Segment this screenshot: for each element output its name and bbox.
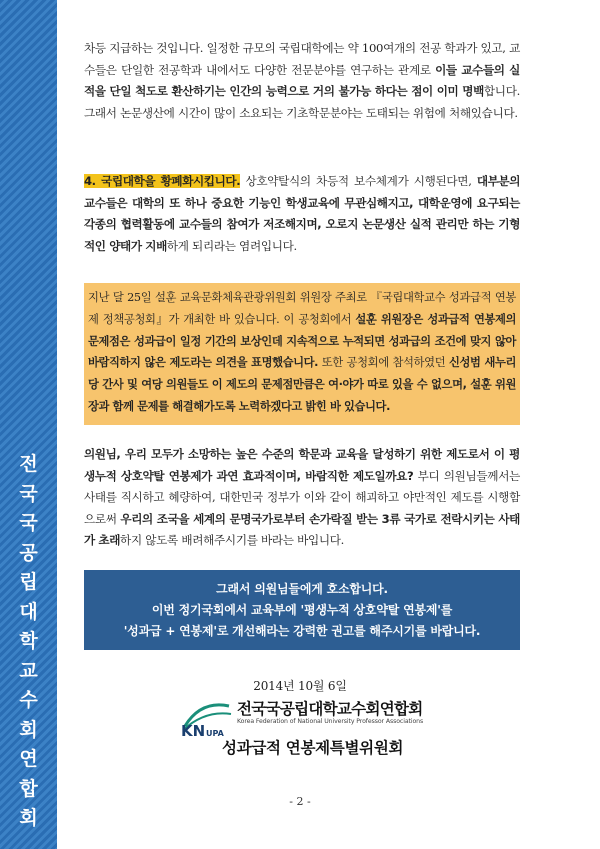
- sidebar-character: 회: [19, 718, 38, 741]
- knupa-logo-icon: [179, 696, 233, 738]
- appeal-line-2: 이번 정기국회에서 교육부에 '평생누적 상호약탈 연봉제'를: [151, 602, 453, 617]
- bold-text-run: 대부분의 교수들은 대학의 또 하나 중요한 기능인 학생교육에 무관심해지고, 대학운영에 요구되는 각종의 협력활동에 교수들의 참여가 저조해지며, 오로지 논문생산 실적 관리만 하는 기형적인 양태가 지배: [84, 174, 521, 253]
- paragraph-1: [84, 38, 520, 124]
- sidebar-character: 전: [19, 453, 38, 475]
- bold-text-run: 신성범 새누리당 간사 및 여당 의원들도 이 제도의 문제점만큼은 여·야가 따로 있을 수 없으며, 설훈 위원장과 함께 문제를 해결해가도록 노력하겠다고 밝힌 바 있습니다.: [88, 356, 516, 413]
- sidebar-character: 립: [19, 571, 38, 593]
- bold-text-run: 의원님, 우리 모두가 소망하는 높은 수준의 학문과 교육을 달성하기 위한 제도로서 이 평생누적 상호약탈 연봉제가 과연 효과적이며, 바람직한 제도일까요?: [84, 447, 520, 483]
- organization-name: 전국국공립대학교수회연합회: [237, 700, 423, 718]
- text-run: 하지 않도록 배려해주시기를 바라는 바입니다.: [120, 533, 345, 547]
- committee-name: 성과급적 연봉제특별위원회: [222, 739, 404, 757]
- text-run: 합니다. 그래서 논문생산에 시간이 많이 소요되는 기초학문분야는 도태되는 위험에 처해있습니다.: [84, 84, 520, 120]
- sidebar-character: 수: [19, 689, 38, 711]
- bold-text-run: 설훈 위원장은 성과급적 연봉제의 문제점은 성과급이 일정 기간의 보상인데 지속적으로 누적되면 성과급의 조건에 맞지 않아 바람직하지 않은 제도라는 의견을 표명했습니다.: [88, 312, 517, 370]
- document-date: 2014년 10월 6일: [253, 679, 347, 693]
- sidebar-character: 회: [19, 807, 38, 829]
- bold-text-run: 4. 국립대학을 황폐화시킵니다.: [84, 174, 241, 188]
- appeal-line-3: '성과급 + 연봉제'로 개선해라는 강력한 권고를 해주시기를 바랍니다.: [123, 623, 481, 638]
- paragraph-4: [84, 444, 520, 552]
- bold-text-run: 이들 교수들의 실적을 단일 척도로 환산하기는 인간의 능력으로 거의 불가능 하다는 점이 이미 명백: [84, 62, 520, 98]
- sidebar-character: 학: [19, 630, 38, 652]
- sidebar-character: 국: [19, 512, 38, 534]
- paragraph-1-text: [84, 38, 520, 124]
- sidebar-character: 교: [19, 659, 38, 682]
- text-run: 지난 달 25일 설훈 교육문화체육관광위원회 위원장 주최로 『국립대학교수 성과급적 연봉제 정책공청회』가 개최한 바 있습니다. 이 공청회에서: [88, 291, 516, 326]
- bold-text-run: 우리의 조국을 세계의 문명국가로부터 손가락질 받는 3류 국가로 전락시키는 사태가 초래: [84, 511, 520, 547]
- text-run: 차등 지급하는 것입니다. 일정한 규모의 국립대학에는 약 100여개의 전공 학과가 있고, 교수들은 단일한 전공학과 내에서도 다양한 전문분야를 연구하는 관계로: [84, 41, 520, 77]
- hearing-quote-text: [88, 287, 516, 418]
- sidebar-character: 국: [19, 482, 38, 505]
- sidebar-decoration: [0, 0, 57, 849]
- paragraph-2-text: [84, 171, 520, 257]
- sidebar-character: 연: [19, 748, 38, 770]
- text-run: 부디 의원님들께서는 사태를 직시하고 혜량하여, 대한민국 정부가 이와 같이 해괴하고 야만적인 제도를 시행함으로써: [84, 468, 520, 526]
- hearing-quote-box: [84, 283, 520, 425]
- sidebar-character: 합: [19, 777, 38, 800]
- sidebar-character: 대: [19, 600, 38, 623]
- appeal-line-1: 그래서 의원님들에게 호소합니다.: [216, 581, 388, 596]
- sidebar-character: 공: [19, 541, 38, 564]
- page-number: - 2 -: [289, 795, 311, 808]
- paragraph-2: [84, 171, 520, 257]
- svg-text:UPA: UPA: [206, 729, 224, 738]
- organization-name-english: Korea Federation of National University Professor Associations: [237, 718, 424, 725]
- text-run: 상호약탈식의 차등적 보수체계가 시행된다면,: [240, 174, 477, 188]
- paragraph-4-text: [84, 444, 520, 552]
- svg-text:KN: KN: [181, 722, 206, 738]
- sidebar-vertical-title: [0, 450, 57, 834]
- text-run: 또한 공청회에 참석하였던: [318, 356, 449, 370]
- appeal-banner: [84, 570, 520, 650]
- text-run: 하게 되리라는 염려입니다.: [166, 238, 297, 253]
